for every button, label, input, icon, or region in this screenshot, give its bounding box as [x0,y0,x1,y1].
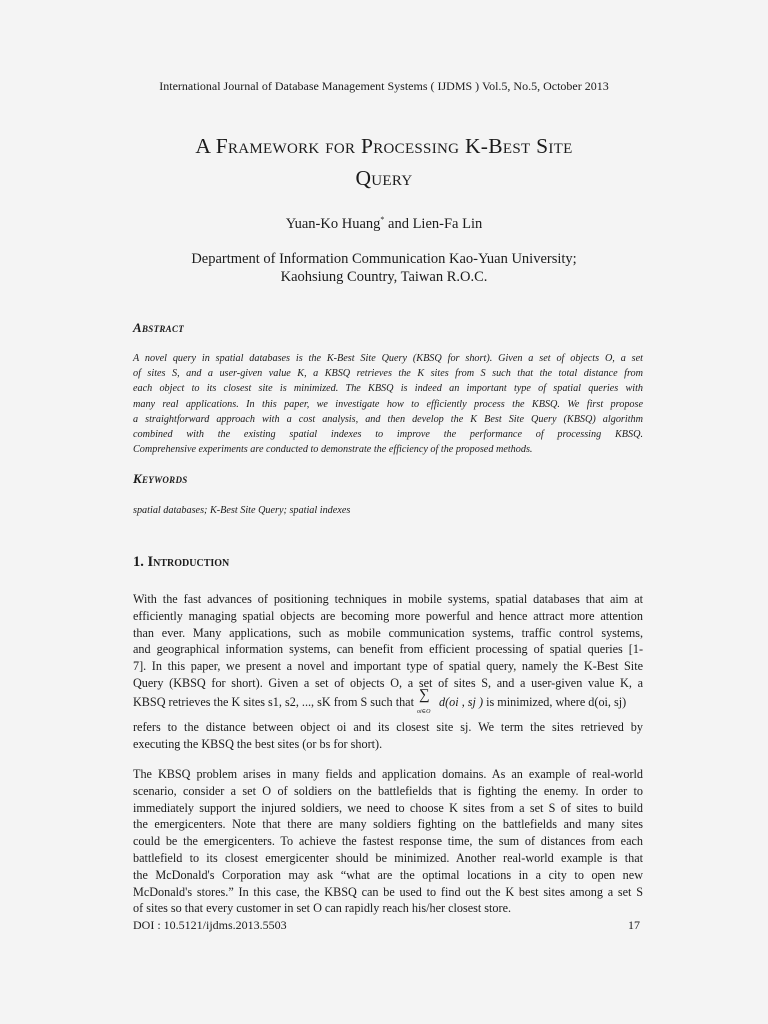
paragraph-line: could be the emergicenters. To achieve the fastest response time, the sum of distances from each [133,834,643,849]
affiliation-line-1: Department of Information Communication Kao-Yuan University; [191,251,577,267]
corresponding-author-mark: * [380,215,385,224]
formula-line [133,686,643,715]
paragraph-line: McDonald's stores.” In this case, the KBSQ can be used to find out the K best sites among a set S [133,884,643,899]
paragraph-line: executing the KBSQ the best sites (or bs for short). [133,736,383,751]
distance-expression: d(oi , sj ) [439,694,484,709]
paragraph-line: the emergicenters. Note that there are many soldiers fighting on the battlefields and many sites [133,817,643,832]
formula-prefix: KBSQ retrieves the K sites s1, s2, ..., sK from S such that [133,694,414,709]
abstract-line: combined with the existing spatial indexes to improve the performance of processing KBSQ. [133,429,643,441]
abstract-line: a straightforward approach with a cost analysis, and then develop the K Best Site Query (KBSQ) algorithm [133,413,643,425]
abstract-heading: Abstract [133,320,185,335]
affiliation [0,250,768,286]
section-number: 1. [133,554,148,570]
abstract-line: each object to its closest site is minimized. The KBSQ is indeed an important type of spatial queries with [133,383,643,395]
title-line-1: A Framework for Processing K-Best Site [195,134,573,158]
paragraph-line: scenario, consider a set O of soldiers on the battlefields that is fighting the enemy. In order to [133,783,643,798]
paragraph-line: immediately support the injured soldiers, we need to choose K sites from a set S of sites to build [133,800,643,815]
section-title: Introduction [147,554,230,570]
formula-suffix: is minimized, where d(oi, sj) [483,694,627,709]
paragraph-line: efficiently managing spatial objects are becoming more powerful and hence attract more attention [133,608,643,623]
abstract-body [133,351,643,457]
author-2: and Lien-Fa Lin [384,215,483,232]
paragraph-line: refers to the distance between object oi and its closest site sj. We term the sites retrieved by [133,720,643,734]
intro-paragraph-1-continued [133,719,643,753]
keywords-text: spatial databases; K-Best Site Query; spatial indexes [133,505,351,516]
title-line-2: Query [355,166,413,190]
journal-header: International Journal of Database Management Systems ( IJDMS ) Vol.5, No.5, October 2013 [159,79,609,93]
summation-formula [417,686,439,715]
author-1: Yuan-Ko Huang [285,215,381,232]
paragraph-line: the McDonald's Corporation may ask “what are the optimal locations in a city to open new [133,867,643,882]
paragraph-line: battlefield to its closest emergicenter should be minimized. Another real-world example is that [133,850,643,865]
sigma-subscript: oi∈O [417,708,431,715]
paragraph-line: and geographical information systems, can benefit from efficient processing of spatial queries [1- [133,642,643,657]
affiliation-line-2: Kaohsiung Country, Taiwan R.O.C. [280,269,488,285]
author-list [0,215,768,233]
intro-paragraph-1 [133,591,643,715]
page-number: 17 [628,918,640,932]
paragraph-line: The KBSQ problem arises in many fields and application domains. As an example of real-world [133,767,643,781]
introduction-heading [133,554,229,571]
sigma-symbol: ∑ [419,686,430,703]
abstract-line: of sites S, and a user-given value K, a KBSQ retrieves the K sites from S such that the total distance from [133,368,643,380]
paragraph-line: With the fast advances of positioning techniques in mobile systems, spatial databases that aim at [133,592,643,606]
abstract-line: A novel query in spatial databases is the K-Best Site Query (KBSQ for short). Given a set of objects O, a set [133,353,643,364]
paragraph-line: 7]. In this paper, we present a novel and important type of spatial query, namely the K-Best Site [133,659,643,674]
paragraph-line: than ever. Many applications, such as mobile communication systems, traffic control systems, [133,625,643,640]
paragraph-line: of sites so that every customer in set O can rapidly reach his/her closest store. [133,901,512,916]
doi-footer: DOI : 10.5121/ijdms.2013.5503 [133,918,287,932]
paragraph-line: Query (KBSQ for short). Given a set of objects O, a set of sites S, and a user-given value K, a [133,675,643,690]
keywords-heading: Keywords [133,471,188,486]
paper-title [0,130,768,194]
intro-paragraph-2 [133,766,643,917]
abstract-line: many real applications. In this paper, we investigate how to efficiently process the KBSQ. We first propose [133,398,643,410]
abstract-line: Comprehensive experiments are conducted to demonstrate the efficiency of the proposed methods. [133,444,533,456]
